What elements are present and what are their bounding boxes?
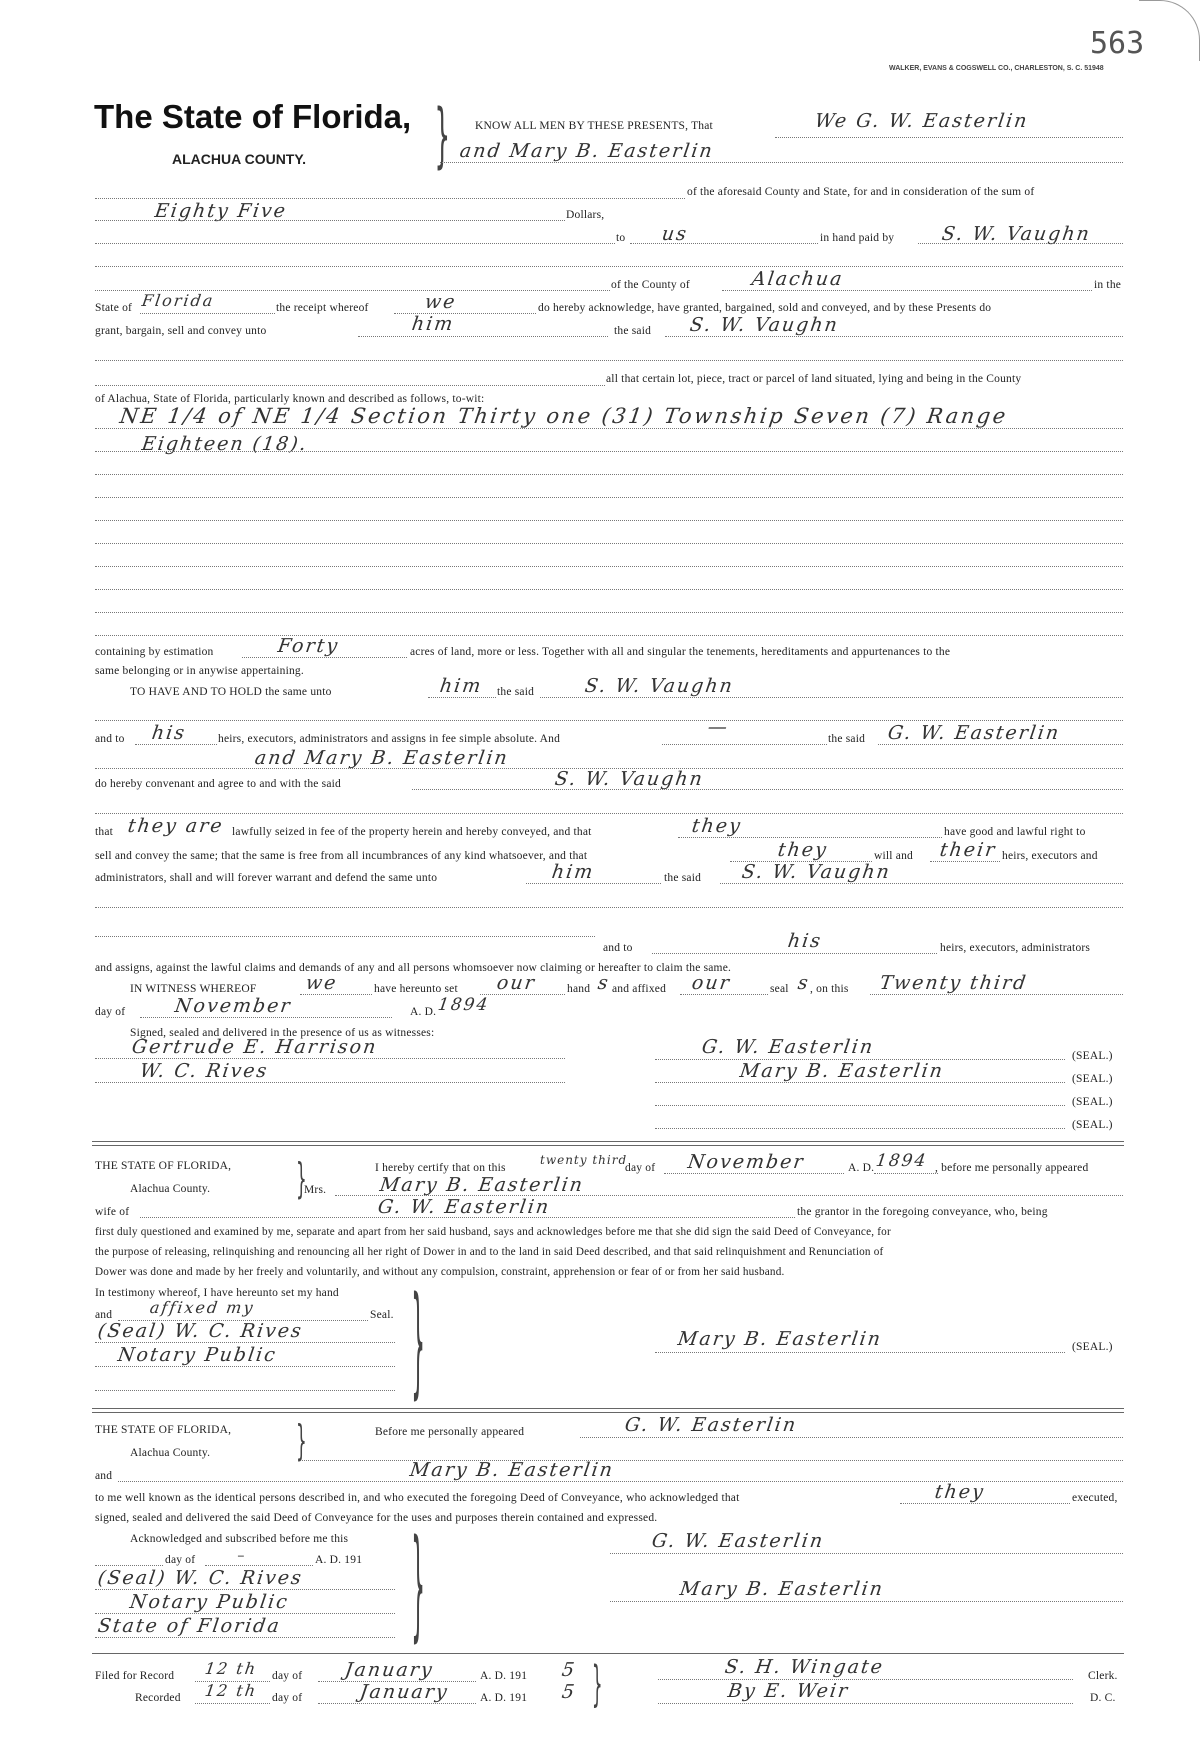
filing-brace: }	[591, 1656, 603, 1712]
heirs-exec-text: heirs, executors and	[1002, 850, 1098, 862]
seal-3: (SEAL.)	[1072, 1096, 1113, 1108]
grantor-value-b: and Mary B. Easterlin	[253, 747, 511, 769]
and-assigns-text: and assigns, against the lawful claims and demands of any and all persons whomsoever now claiming or hereafter to claim the same.	[95, 962, 732, 974]
section-divider	[92, 1141, 1124, 1142]
seal-s-value: s	[796, 972, 812, 994]
ack2-state: THE STATE OF FLORIDA,	[95, 1424, 232, 1436]
grantors-line-2: and Mary B. Easterlin	[458, 140, 716, 162]
rule	[95, 1058, 565, 1059]
acres-value: Forty	[276, 635, 341, 657]
rule	[610, 1553, 1123, 1554]
ack1-certify: I hereby certify that on this	[375, 1162, 506, 1174]
receipt-value: we	[423, 291, 459, 313]
rule	[95, 720, 1123, 721]
administrators-text: administrators, shall and will forever warrant and defend the same unto	[95, 872, 438, 884]
grant-unto-label: grant, bargain, sell and convey unto	[95, 325, 267, 337]
rule	[135, 744, 217, 745]
and-to-label: and to	[95, 733, 125, 745]
rule	[526, 883, 661, 884]
ack1-ad: A. D.	[848, 1162, 875, 1174]
rule	[662, 744, 827, 745]
rule	[205, 1565, 313, 1566]
his-value: his	[786, 930, 824, 952]
signer-2-signature: Mary B. Easterlin	[738, 1060, 946, 1082]
the-said-label: the said	[614, 325, 652, 337]
seal-label: seal	[770, 983, 789, 995]
their-value: their	[938, 839, 998, 861]
year-value: 1894	[436, 995, 491, 1015]
rule	[95, 907, 1123, 908]
ad-label: A. D.	[410, 1006, 437, 1018]
the-said-label-4: the said	[664, 872, 702, 884]
rule	[480, 994, 565, 995]
rule	[95, 813, 1123, 814]
rule	[878, 744, 1123, 745]
rule	[930, 861, 1000, 862]
in-hand-label: in hand paid by	[820, 232, 895, 244]
rule	[95, 1366, 395, 1367]
rule	[95, 589, 1123, 590]
rule	[95, 543, 1123, 544]
ack1-p3: Dower was done and made by her freely and voluntarily, and without any compulsion, constraint, apprehension or fear of or from her said husband.	[95, 1266, 785, 1278]
unto-value: him	[410, 313, 456, 335]
rule	[540, 697, 1123, 698]
ack1-day-value: twenty third	[540, 1153, 628, 1167]
ack2-executed: executed,	[1072, 1492, 1118, 1504]
ack1-notary-2: Notary Public	[116, 1344, 279, 1366]
filed-ad: A. D. 191	[480, 1670, 528, 1682]
ack1-mrs: Mrs.	[304, 1184, 327, 1196]
ack2-and: and	[95, 1470, 113, 1482]
grantee-value-5: S. W. Vaughn	[740, 861, 893, 883]
filed-label: Filed for Record	[95, 1670, 175, 1682]
rule	[665, 336, 1123, 337]
witness-we-value: we	[304, 972, 340, 994]
ack2-person-1: G. W. Easterlin	[623, 1414, 799, 1436]
state-value: Florida	[140, 291, 216, 310]
rule	[95, 1637, 395, 1638]
rule	[95, 428, 1123, 429]
rule	[95, 520, 1123, 521]
ack2-day-of: day of	[165, 1554, 196, 1566]
rule	[140, 1217, 795, 1218]
on-this-label: , on this	[810, 983, 849, 995]
rule	[655, 1352, 1065, 1353]
section-divider	[92, 1145, 1124, 1146]
rule	[358, 336, 608, 337]
ack1-p1: first duly questioned and examined by me, separate and apart from her said husband, says and acknowledges before me that she did sign the said Deed of Conveyance, for	[95, 1226, 891, 1238]
aforesaid-text: of the aforesaid County and State, for and in consideration of the sum of	[687, 186, 1035, 198]
rule	[95, 220, 565, 221]
recorded-year-digit: 5	[560, 1681, 578, 1703]
grantee-value-4: S. W. Vaughn	[553, 768, 706, 790]
rule	[630, 243, 818, 244]
filed-month: January	[343, 1659, 436, 1681]
rule	[95, 566, 1123, 567]
state-of-label: State of	[95, 302, 133, 314]
they-value: they	[690, 815, 744, 837]
section-divider	[92, 1408, 1124, 1409]
containing-label: containing by estimation	[95, 646, 214, 658]
ack1-signer: Mary B. Easterlin	[676, 1328, 884, 1350]
seal-4: (SEAL.)	[1072, 1119, 1113, 1131]
ack1-brace: }	[296, 1154, 307, 1203]
rule	[580, 1437, 1123, 1438]
receipt-label: the receipt whereof	[276, 302, 369, 314]
acres-text: acres of land, more or less. Together with all and singular the tenements, hereditaments and appurtenances to the	[410, 646, 951, 658]
hand-s-value: s	[596, 972, 612, 994]
ack1-month: November	[686, 1151, 807, 1173]
of-alachua-text: of Alachua, State of Florida, particularly known and described as follows, to-wit:	[95, 393, 485, 405]
recorded-day: 12 th	[203, 1681, 259, 1700]
ack1-county: Alachua County.	[130, 1183, 211, 1195]
rule	[140, 1017, 392, 1018]
rule	[95, 635, 1123, 636]
grantee-value: S. W. Vaughn	[940, 223, 1093, 245]
rule	[95, 1082, 565, 1083]
rule	[655, 1105, 1065, 1106]
legal-description-2: Eighteen (18).	[140, 433, 310, 455]
rule	[720, 883, 1123, 884]
know-all-text: KNOW ALL MEN BY THESE PRESENTS, That	[475, 120, 713, 132]
ack2-ad: A. D. 191	[315, 1554, 363, 1566]
our-value-2: our	[690, 972, 733, 994]
rule	[655, 1082, 1065, 1083]
rule	[95, 385, 605, 386]
printer-imprint: WALKER, EVANS & COGSWELL CO., CHARLESTON, S. C. 51948	[889, 65, 1104, 72]
rule	[242, 657, 407, 658]
ack2-notary-2: Notary Public	[128, 1591, 291, 1613]
rule	[412, 789, 1123, 790]
ack2-brace: }	[296, 1416, 307, 1465]
the-said-label-3: the said	[828, 733, 866, 745]
have-unto-value: him	[438, 675, 484, 697]
rule	[95, 1613, 395, 1614]
rule	[140, 313, 275, 314]
same-belonging-text: same belonging or in anywise appertaining.	[95, 665, 304, 677]
rule	[722, 290, 1092, 291]
ack2-notary-1: (Seal) W. C. Rives	[96, 1567, 305, 1589]
rule	[655, 1128, 1065, 1129]
ack2-before: Before me personally appeared	[375, 1426, 525, 1438]
grantor-value-a: G. W. Easterlin	[886, 722, 1062, 744]
rule	[95, 360, 1123, 361]
acknowledge-text: do hereby acknowledge, have granted, bargained, sold and conveyed, and by these Presents do	[538, 302, 992, 314]
amount-value: Eighty Five	[153, 200, 289, 222]
rule	[658, 1703, 1073, 1704]
rule	[658, 1679, 1073, 1680]
grantee-value-2: S. W. Vaughn	[688, 314, 841, 336]
recorded-day-of: day of	[272, 1692, 303, 1704]
recorded-month: January	[358, 1681, 451, 1703]
legal-description-1: NE 1/4 of NE 1/4 Section Thirty one (31) Township Seven (7) Range	[118, 404, 1010, 428]
ack1-testimony: In testimony whereof, I have hereunto set my hand	[95, 1287, 339, 1299]
ack2-notary-3: State of Florida	[96, 1615, 283, 1637]
heirs-text-2: heirs, executors, administrators	[940, 942, 1091, 954]
covenant-text: do hereby convenant and agree to and with the said	[95, 778, 341, 790]
ack1-husband: G. W. Easterlin	[376, 1196, 552, 1218]
day-of-label: day of	[95, 1006, 126, 1018]
rule	[95, 451, 1123, 452]
rule	[95, 497, 1123, 498]
dollars-label: Dollars,	[566, 209, 605, 221]
ack1-mrs-value: Mary B. Easterlin	[378, 1174, 586, 1196]
ack1-grantor-text: the grantor in the foregoing conveyance, who, being	[797, 1206, 1048, 1218]
ack1-year: 1894	[874, 1151, 929, 1171]
ack2-dash: –	[238, 1550, 244, 1562]
ack1-state: THE STATE OF FLORIDA,	[95, 1160, 232, 1172]
page-corner	[1139, 0, 1200, 61]
grantors-line-1: We G. W. Easterlin	[813, 110, 1030, 132]
rule	[440, 162, 1123, 163]
lawfully-text: lawfully seized in fee of the property herein and hereby conveyed, and that	[232, 826, 592, 838]
signed-text: Signed, sealed and delivered in the presence of us as witnesses:	[130, 1027, 435, 1039]
rule	[680, 994, 768, 995]
rule	[318, 1703, 476, 1704]
ack1-seal: Seal.	[370, 1309, 394, 1321]
rule	[874, 1173, 938, 1174]
rule	[610, 1601, 1123, 1602]
recorded-ad: A. D. 191	[480, 1692, 528, 1704]
sell-convey-text: sell and convey the same; that the same is free from all incumbrances of any kind whatsoever, and that	[95, 850, 588, 862]
ack2-they: they	[933, 1481, 987, 1503]
rule	[664, 1173, 844, 1174]
to-have-label: TO HAVE AND TO HOLD the same unto	[130, 686, 332, 698]
our-value: our	[495, 972, 538, 994]
the-said-label-2: the said	[497, 686, 535, 698]
header-brace: }	[434, 94, 451, 176]
heirs-text: heirs, executors, administrators and assigns in fee simple absolute. And	[218, 733, 561, 745]
ack2-county: Alachua County.	[130, 1447, 211, 1459]
they-are-value: they are	[126, 815, 226, 837]
rule	[775, 137, 1123, 138]
state-title: The State of Florida,	[94, 98, 412, 135]
clerk-signature: S. H. Wingate	[723, 1656, 886, 1678]
filed-year-digit: 5	[560, 1659, 578, 1681]
ack1-affixed: affixed my	[148, 1298, 256, 1317]
rule	[95, 612, 1123, 613]
ack1-p2: the purpose of releasing, relinquishing and renouncing all her right of Dower in and to the land in said Deed described, and that said relinquishment and Renunciation of	[95, 1246, 884, 1258]
rule	[428, 697, 496, 698]
witness-2-signature: W. C. Rives	[138, 1060, 270, 1082]
rule	[95, 1589, 395, 1590]
rule	[300, 994, 372, 995]
ack1-notary-1: (Seal) W. C. Rives	[96, 1320, 305, 1342]
to-label: to	[616, 232, 626, 244]
ack2-seal-brace: }	[411, 1515, 426, 1654]
to-value: us	[660, 223, 690, 245]
rule	[870, 994, 1123, 995]
month-value: November	[173, 995, 294, 1017]
recorded-label: Recorded	[135, 1692, 181, 1704]
filed-day: 12 th	[203, 1659, 259, 1678]
ack2-person-2: Mary B. Easterlin	[408, 1459, 616, 1481]
county-title: ALACHUA COUNTY.	[172, 151, 307, 167]
defend-unto-value: him	[550, 861, 596, 883]
rule	[95, 198, 685, 199]
rule	[900, 1503, 1070, 1504]
rule	[678, 837, 942, 838]
grantee-value-3: S. W. Vaughn	[583, 675, 736, 697]
section-divider	[92, 1653, 1124, 1654]
seal-1: (SEAL.)	[1072, 1050, 1113, 1062]
ack2-acknowledged: Acknowledged and subscribed before me this	[130, 1533, 349, 1545]
ack1-wife-of: wife of	[95, 1206, 130, 1218]
rule	[918, 243, 1123, 244]
rule	[95, 1390, 395, 1391]
rule	[95, 1342, 395, 1343]
rule	[95, 243, 615, 244]
hereunto-label: have hereunto set	[374, 983, 458, 995]
of-county-label: of the County of	[611, 279, 690, 291]
rule	[95, 1565, 163, 1566]
rule	[95, 936, 595, 937]
seal-2: (SEAL.)	[1072, 1073, 1113, 1085]
ack2-known: to me well known as the identical persons described in, and who executed the foregoing Deed of Conveyance, who acknowledged that	[95, 1492, 740, 1504]
rule	[95, 474, 1123, 475]
deputy-clerk-label: D. C.	[1090, 1692, 1116, 1704]
ack1-and: and	[95, 1309, 113, 1321]
that-label: that	[95, 826, 114, 838]
ack1-seal-brace: }	[411, 1272, 426, 1411]
county-value: Alachua	[750, 268, 846, 290]
filed-day-of: day of	[272, 1670, 303, 1682]
ack1-appeared: , before me personally appeared	[935, 1162, 1089, 1174]
they-value-2: they	[776, 839, 830, 861]
ack1-day-of: day of	[625, 1162, 656, 1174]
clerk-label: Clerk.	[1088, 1670, 1118, 1682]
all-that-text: all that certain lot, piece, tract or parcel of land situated, lying and being in the County	[606, 373, 1022, 385]
rule	[652, 953, 937, 954]
ack2-signer-1: G. W. Easterlin	[650, 1530, 826, 1552]
in-the-label: in the	[1094, 279, 1122, 291]
and-affixed-label: and affixed	[612, 983, 667, 995]
page-number: 563	[1090, 26, 1145, 61]
will-and-label: will and	[874, 850, 913, 862]
good-right-text: have good and lawful right to	[944, 826, 1086, 838]
and-to-label-2: and to	[603, 942, 633, 954]
and-value: —	[706, 716, 731, 738]
ack2-signed: signed, sealed and delivered the said Deed of Conveyance for the uses and purposes therein contained and expressed.	[95, 1512, 658, 1524]
witness-label: IN WITNESS WHEREOF	[130, 983, 257, 995]
ack1-seal-label: (SEAL.)	[1072, 1341, 1113, 1353]
and-to-value: his	[150, 722, 188, 744]
signer-1-signature: G. W. Easterlin	[700, 1036, 876, 1058]
section-divider	[92, 1412, 1124, 1413]
ack2-signer-2: Mary B. Easterlin	[678, 1578, 886, 1600]
rule	[195, 1703, 270, 1704]
rule	[95, 266, 1123, 267]
day-value: Twenty third	[878, 972, 1029, 994]
witness-1-signature: Gertrude E. Harrison	[130, 1036, 379, 1058]
deputy-clerk-signature: By E. Weir	[726, 1680, 851, 1702]
hand-label: hand	[567, 983, 591, 995]
